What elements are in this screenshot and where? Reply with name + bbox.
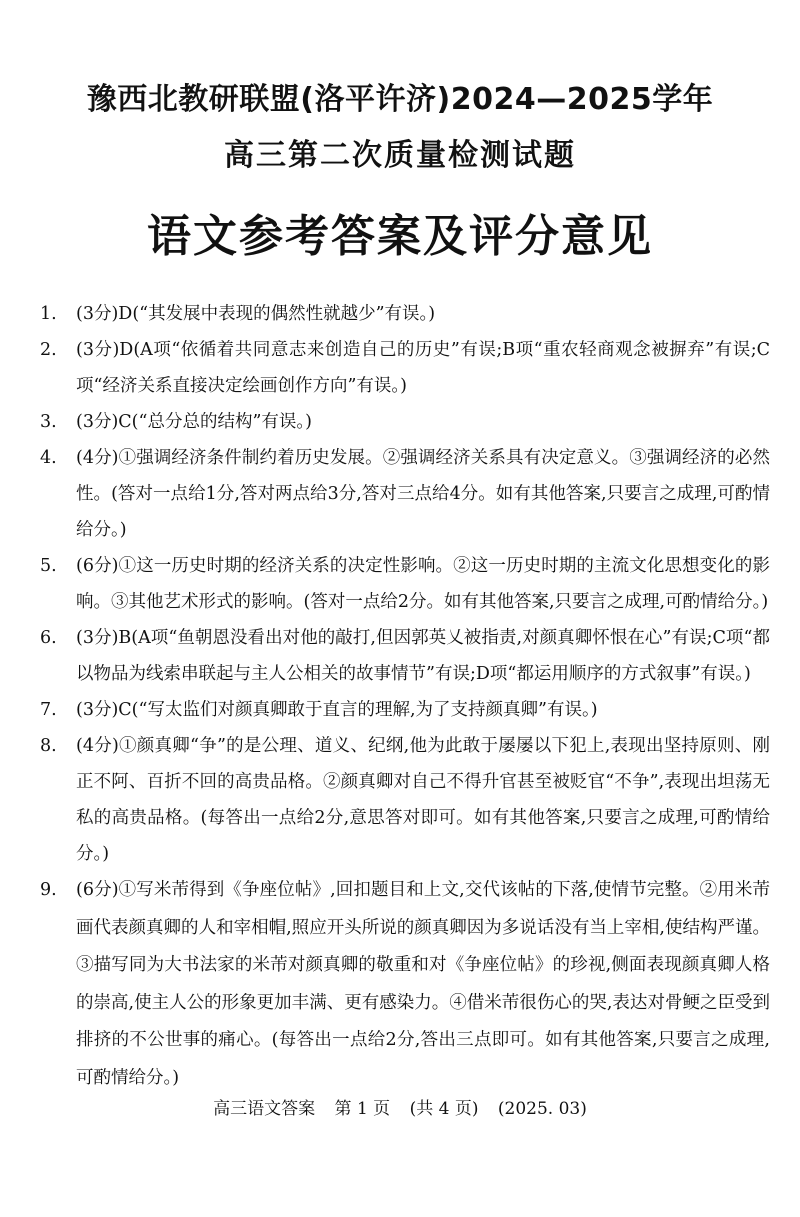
footer-total-pages: (共 4 页)	[409, 1099, 479, 1119]
answer-item-8	[40, 728, 770, 872]
answer-number: 5.	[40, 556, 57, 576]
answer-number: 6.	[40, 628, 57, 648]
answer-text: (4分)①颜真卿“争”的是公理、道义、纪纲,他为此敢于屡屡以下犯上,表现出坚持原则、刚正不阿、百折不回的高贵品格。②颜真卿对自己不得升官甚至被贬官“不争”,表现出坦荡无私的高贵品格。(每答出一点给2分,意思答对即可。如有其他答案,只要言之成理,可酌情给分。)	[76, 736, 770, 864]
answer-number: 4.	[40, 448, 57, 468]
answer-item-3	[40, 404, 770, 440]
answer-text: (3分)D(A项“依循着共同意志来创造自己的历史”有误;B项“重农轻商观念被摒弃”有误;C项“经济关系直接决定绘画创作方向”有误。)	[76, 340, 770, 396]
answer-item-4	[40, 440, 770, 548]
answer-number: 3.	[40, 412, 57, 432]
page-title: 语文参考答案及评分意见	[147, 211, 653, 262]
page-footer	[0, 1094, 800, 1119]
answer-text: (3分)C(“总分总的结构”有误。)	[76, 412, 312, 432]
answer-item-7	[40, 692, 770, 728]
answer-text: (6分)①写米芾得到《争座位帖》,回扣题目和上文,交代该帖的下落,使情节完整。②用米芾画代表颜真卿的人和宰相帽,照应开头所说的颜真卿因为多说话没有当上宰相,使结构严谨。③描写同为大书法家的米芾对颜真卿的敬重和对《争座位帖》的珍视,侧面表现颜真卿人格的崇高,使主人公的形象更加丰满、更有感染力。④借米芾很伤心的哭,表达对骨鲠之臣受到排挤的不公世事的痛心。(每答出一点给2分,答出三点即可。如有其他答案,只要言之成理,可酌情给分。)	[76, 880, 770, 1088]
exam-header-line2: 高三第二次质量检测试题	[224, 138, 576, 173]
answer-number: 7.	[40, 700, 57, 720]
footer-date: (2025. 03)	[497, 1099, 587, 1119]
answer-text: (3分)B(A项“鱼朝恩没看出对他的敲打,但因郭英乂被指责,对颜真卿怀恨在心”有误;C项“都以物品为线索串联起与主人公相关的故事情节”有误;D项“都运用顺序的方式叙事”有误。)	[76, 628, 770, 684]
answer-number: 8.	[40, 736, 57, 756]
answer-text: (6分)①这一历史时期的经济关系的决定性影响。②这一历史时期的主流文化思想变化的影响。③其他艺术形式的影响。(答对一点给2分。如有其他答案,只要言之成理,可酌情给分。)	[76, 556, 770, 612]
answer-text: (3分)D(“其发展中表现的偶然性就越少”有误。)	[76, 304, 436, 324]
answer-list	[40, 296, 770, 1097]
footer-doc-name: 高三语文答案	[213, 1099, 316, 1119]
footer-page-number: 第 1 页	[334, 1099, 391, 1119]
answer-text: (4分)①强调经济条件制约着历史发展。②强调经济关系具有决定意义。③强调经济的必然性。(答对一点给1分,答对两点给3分,答对三点给4分。如有其他答案,只要言之成理,可酌情给分。)	[76, 448, 770, 540]
answer-item-1	[40, 296, 770, 332]
answer-item-6	[40, 620, 770, 692]
answer-number: 9.	[40, 880, 57, 900]
answer-item-9	[40, 872, 770, 1097]
answer-item-2	[40, 332, 770, 404]
answer-text: (3分)C(“写太监们对颜真卿敢于直言的理解,为了支持颜真卿”有误。)	[76, 700, 598, 720]
answer-number: 1.	[40, 304, 57, 324]
exam-header-line1: 豫西北教研联盟(洛平许济)2024—2025学年	[86, 82, 714, 117]
answer-item-5	[40, 548, 770, 620]
answer-number: 2.	[40, 340, 57, 360]
